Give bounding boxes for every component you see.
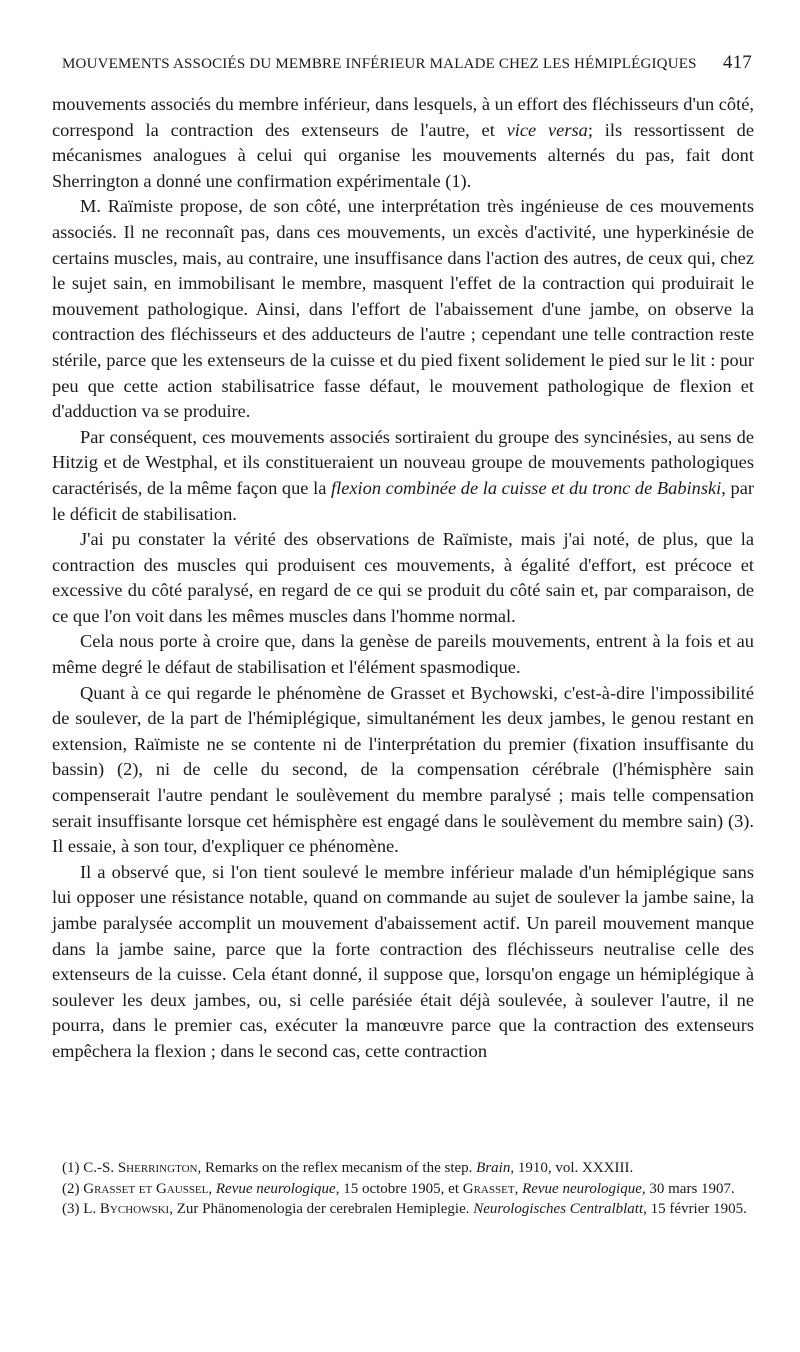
- footnote-2-author-1: Grasset et Gaussel: [83, 1180, 209, 1197]
- paragraph-3-text-c: , par le déficit de stabilisation.: [52, 477, 754, 524]
- paragraph-7: Il a observé que, si l'on tient soulevé le membre inférieur malade d'un hémiplégique sans lui opposer une résistance notable, quand on commande au sujet de soulever la jambe saine, la jambe paralysée accomplit un mouvement d'abaissement actif. Un pareil mouvement manque dans la jambe saine, parce que la forte contraction des fléchisseurs neutralise celle des extenseurs de la cuisse. Cela étant donné, il suppose que, lorsqu'on engage un hémiplégique à soulever les deux jambes, ou, si celle parésiée était déjà soulevée, à soulever l'autre, il ne pourra, dans le premier cas, exécuter la manœuvre parce que la contraction des extenseurs empêchera la flexion ; dans le second cas, cette contraction: [52, 861, 754, 1061]
- footnote-3-text-end: , 15 février 1905.: [643, 1201, 747, 1217]
- footnote-3: [52, 1199, 754, 1220]
- running-header: [62, 52, 752, 74]
- paragraph-3-text-a: Par conséquent, ces mouvements associés sortiraient du groupe des syncinésies, au sens de Hitzig et de Westphal, et ils constitueraient un nouveau groupe de mouvements pathologiques caractérisés, de la même façon que la: [52, 426, 754, 498]
- footnote-3-text: , Zur Phänomenologia der cerebralen Hemiplegie.: [169, 1201, 474, 1217]
- footnote-2-sep-2: ,: [514, 1180, 523, 1197]
- paragraph-1-text-a: mouvements associés du membre inférieur, dans lesquels, à un effort des fléchisseurs d'un côté, correspond la contraction des extenseurs de l'autre, et: [52, 94, 754, 140]
- footnote-1: [52, 1158, 754, 1179]
- paragraph-3: [52, 425, 754, 527]
- footnote-3-author: L. Bychowski: [83, 1201, 170, 1217]
- footnote-1-marker: (1): [62, 1160, 80, 1176]
- paragraph-1-italic: vice versa: [506, 119, 588, 140]
- footnote-1-journal: Brain: [476, 1160, 511, 1176]
- footnote-2-journal-2: Revue neurologique: [522, 1180, 642, 1197]
- footnote-2-author-2: Grasset: [462, 1180, 515, 1197]
- footnote-2-marker: (2): [62, 1180, 80, 1197]
- footnote-2-sep-1: ,: [208, 1180, 216, 1197]
- running-title: MOUVEMENTS ASSOCIÉS DU MEMBRE INFÉRIEUR MALADE CHEZ LES HÉMIPLÉGIQUES: [62, 56, 697, 72]
- paragraph-4: J'ai pu constater la vérité des observations de Raïmiste, mais j'ai noté, de plus, que la contraction des muscles qui produisent ces mouvements, à égalité d'effort, est précoce et excessive du côté paralysé, en regard de ce qui se produit du côté sain et, par comparaison, de ce que l'on voit dans les mêmes muscles dans l'homme normal.: [52, 529, 754, 626]
- paragraph-3-italic: flexion combinée de la cuisse et du tronc de Babinski: [330, 477, 722, 498]
- body-text: [52, 92, 754, 1065]
- footnote-3-marker: (3): [62, 1201, 80, 1217]
- paragraph-1-text-c: ; ils ressortissent de mécanismes analogues à celui qui organise les mouvements alternés du pas, fait dont Sherrington a donné une confirmation expérimentale (1).: [52, 119, 754, 191]
- footnote-2-text: , 15 octobre 1905, et: [335, 1180, 463, 1197]
- footnote-3-journal: Neurologisches Centralblatt: [473, 1201, 644, 1217]
- paragraph-1: [52, 92, 754, 194]
- footnote-1-text: , Remarks on the reflex mecanism of the step.: [197, 1160, 477, 1176]
- footnote-2-text-end: , 30 mars 1907.: [641, 1180, 735, 1197]
- footnote-2-journal-1: Revue neurologique: [215, 1180, 336, 1197]
- paragraph-5: Cela nous porte à croire que, dans la genèse de pareils mouvements, entrent à la fois et au même degré le défaut de stabilisation et l'élément spasmodique.: [52, 631, 754, 678]
- footnote-1-author: C.-S. Sherrington: [83, 1160, 198, 1176]
- page-number: 417: [722, 52, 752, 73]
- footnote-2: [52, 1179, 754, 1200]
- paragraph-6: Quant à ce qui regarde le phénomène de Grasset et Bychowski, c'est-à-dire l'impossibilité de soulever, de la part de l'hémiplégique, simultanément les deux jambes, le genou restant en extension, Raïmiste ne se contente ni de l'interprétation du premier (fixation insuffisante du bassin) (2), ni de celle du second, de la compensation cérébrale (l'hémisphère sain compenserait l'autre pendant le soulèvement du membre paralysé ; mais telle compensation serait insuffisante lorsque cet hémisphère est engagé dans le soulèvement du membre sain) (3). Il essaie, à son tour, d'expliquer ce phénomène.: [52, 682, 754, 857]
- paragraph-2: M. Raïmiste propose, de son côté, une interprétation très ingénieuse de ces mouvements associés. Il ne reconnaît pas, dans ces mouvements, un excès d'activité, une hyperkinésie de certains muscles, mais, au contraire, une insuffisance dans l'action des autres, de ceux qui, chez le sujet sain, en immobilisant le membre, masquent l'effet de la contraction qui produirait le mouvement pathologique. Ainsi, dans l'effort de l'abaissement d'une jambe, on observe la contraction des fléchisseurs et des adducteurs de l'autre ; cependant une telle contraction reste stérile, parce que les extenseurs de la cuisse et du pied fixent solidement le pied sur le lit : pour peu que cette action stabilisatrice fasse défaut, le mouvement pathologique de flexion et d'adduction va se produire.: [52, 196, 754, 422]
- footnotes: [52, 1158, 754, 1220]
- footnote-1-text-end: , 1910, vol. XXXIII.: [510, 1160, 634, 1176]
